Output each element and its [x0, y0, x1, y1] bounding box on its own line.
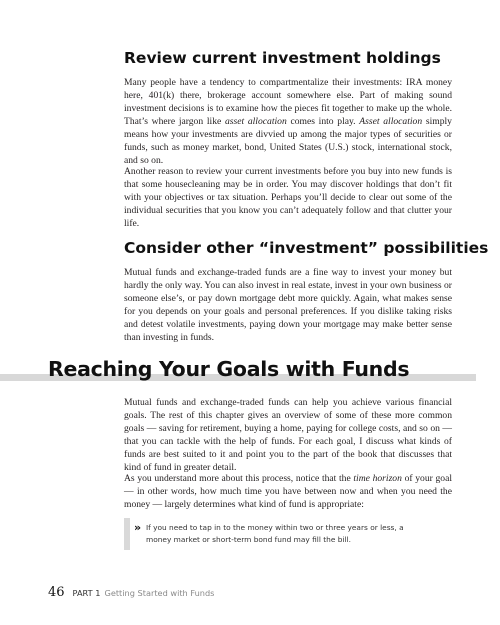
emphasis-term: Asset allocation	[359, 116, 423, 127]
tip-box	[124, 518, 452, 550]
page-number: 46	[48, 585, 65, 600]
paragraph-text: simply means how your investments are divvied up among the major types of securities or funds, such as money market, bond, United States (U.S.) stock, international stock, and so on.	[124, 116, 452, 166]
emphasis-term: asset allocation	[224, 116, 287, 127]
paragraph-housecleaning: Another reason to review your current investments before you buy into new funds is that some housecleaning may be in order. You may discover holdings that don’t fit with your objectives or tax situation. Perhaps you’ll decide to clear out some of the individual securities that you know you can’t adequately follow and that clutter your life.	[124, 166, 452, 229]
paragraph-text: of your goal — in other words, how much time you have between now and when you need the money — largely determines what kind of fund is appropriate:	[124, 473, 452, 510]
paragraph-text: comes into play.	[286, 116, 360, 127]
paragraph-time-horizon	[124, 472, 452, 511]
section-heading-review-holdings: Review current investment holdings	[124, 49, 441, 67]
paragraph-asset-allocation	[124, 76, 452, 167]
part-title: Getting Started with Funds	[104, 588, 215, 598]
paragraph-text: Many people have a tendency to compartmentalize their investments: IRA money here, 401(k) there, brokerage account somewhere else. Part of making sound investment decisions is to examine how the pieces fit together to make up the whole. That’s where jargon like	[124, 77, 452, 127]
main-heading-block	[0, 357, 500, 387]
double-chevron-icon: »	[134, 521, 142, 534]
emphasis-term: time horizon	[353, 473, 402, 484]
tip-side-bar	[124, 518, 130, 550]
part-label: PART 1	[72, 588, 101, 598]
page-footer	[48, 581, 214, 600]
paragraph-text: As you understand more about this process, notice that the	[124, 473, 354, 484]
tip-text: If you need to tap in to the money within two or three years or less, a money market or short-term bond fund may fill the bill.	[146, 523, 404, 544]
paragraph-financial-goals: Mutual funds and exchange-traded funds can help you achieve various financial goals. The rest of this chapter gives an overview of some of these more common goals — saving for retirement, buying a home, paying for college costs, and so on — that you can tackle with the help of funds. For each goal, I discuss what kinds of funds are best suited to it and point you to the part of the book that discusses that kind of fund in greater detail.	[124, 397, 452, 473]
section-heading-other-possibilities: Consider other “investment” possibilities	[124, 239, 489, 257]
main-heading: Reaching Your Goals with Funds	[48, 357, 410, 381]
paragraph-other-investments: Mutual funds and exchange-traded funds are a fine way to invest your money but hardly the only way. You can also invest in real estate, invest in your own business or someone else’s, or pay down mortgage debt more quickly. Again, what makes sense for you depends on your goals and personal preferences. If you dislike taking risks and detest volatile investments, paying down your mortgage may make better sense than investing in funds.	[124, 267, 452, 343]
